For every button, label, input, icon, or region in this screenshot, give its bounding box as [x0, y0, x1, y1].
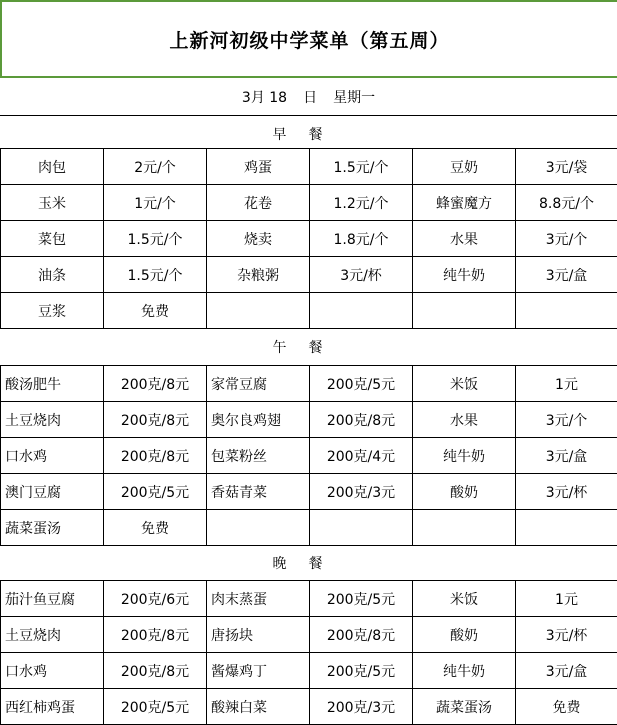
price-cell: 1.8元/个: [310, 221, 413, 257]
dish-name-cell: 包菜粉丝: [207, 438, 310, 474]
table-row: [1, 581, 617, 617]
price-cell: 3元/袋: [516, 149, 617, 185]
price-cell: 8.8元/个: [516, 185, 617, 221]
table-row: [1, 366, 617, 402]
dish-name-cell: 酸奶: [413, 617, 516, 653]
dish-name-cell: 豆奶: [413, 149, 516, 185]
price-cell: 200克/8元: [104, 653, 207, 689]
dish-name-cell: [207, 293, 310, 329]
dish-name-cell: 纯牛奶: [413, 257, 516, 293]
dish-name-cell: 玉米: [1, 185, 104, 221]
price-cell: 3元/杯: [516, 474, 617, 510]
dish-name-cell: 纯牛奶: [413, 438, 516, 474]
dish-name-cell: 水果: [413, 402, 516, 438]
price-cell: 2元/个: [104, 149, 207, 185]
price-cell: 200克/5元: [310, 653, 413, 689]
dish-name-cell: 西红柿鸡蛋: [1, 689, 104, 725]
table-row: [1, 293, 617, 329]
dish-name-cell: 唐扬块: [207, 617, 310, 653]
dish-name-cell: 米饭: [413, 581, 516, 617]
price-cell: 1元: [516, 581, 617, 617]
dish-name-cell: 水果: [413, 221, 516, 257]
dinner-heading: [0, 545, 617, 581]
dish-name-cell: 杂粮粥: [207, 257, 310, 293]
table-row: [1, 653, 617, 689]
dish-name-cell: 肉包: [1, 149, 104, 185]
price-cell: 3元/个: [516, 221, 617, 257]
price-cell: 免费: [104, 510, 207, 546]
price-cell: [310, 293, 413, 329]
price-cell: 3元/盒: [516, 438, 617, 474]
date-day-char: 日: [303, 87, 317, 107]
price-cell: [516, 510, 617, 546]
table-row: [1, 402, 617, 438]
dish-name-cell: [413, 293, 516, 329]
title-box: [0, 0, 617, 78]
dish-name-cell: 豆浆: [1, 293, 104, 329]
dish-name-cell: 菜包: [1, 221, 104, 257]
date-row: [0, 78, 617, 116]
dish-name-cell: 家常豆腐: [207, 366, 310, 402]
table-row: [1, 185, 617, 221]
dish-name-cell: 澳门豆腐: [1, 474, 104, 510]
price-cell: 1.5元/个: [104, 257, 207, 293]
table-row: [1, 510, 617, 546]
page-title: 上新河初级中学菜单（第五周）: [169, 26, 449, 53]
dish-name-cell: 茄汁鱼豆腐: [1, 581, 104, 617]
price-cell: 200克/8元: [310, 617, 413, 653]
price-cell: 1元: [516, 366, 617, 402]
dish-name-cell: 花卷: [207, 185, 310, 221]
lunch-heading-text: 午餐: [273, 337, 345, 357]
dish-name-cell: 口水鸡: [1, 438, 104, 474]
price-cell: 3元/杯: [516, 617, 617, 653]
price-cell: 3元/杯: [310, 257, 413, 293]
lunch-heading: [0, 329, 617, 365]
price-cell: 1.5元/个: [310, 149, 413, 185]
dish-name-cell: 蔬菜蛋汤: [413, 689, 516, 725]
breakfast-table: [0, 148, 617, 329]
dish-name-cell: 奥尔良鸡翅: [207, 402, 310, 438]
price-cell: 免费: [104, 293, 207, 329]
dish-name-cell: 纯牛奶: [413, 653, 516, 689]
table-row: [1, 221, 617, 257]
price-cell: 1元/个: [104, 185, 207, 221]
dish-name-cell: 油条: [1, 257, 104, 293]
dish-name-cell: 口水鸡: [1, 653, 104, 689]
price-cell: 200克/5元: [104, 474, 207, 510]
table-row: [1, 257, 617, 293]
table-row: [1, 617, 617, 653]
table-row: [1, 149, 617, 185]
price-cell: 200克/4元: [310, 438, 413, 474]
price-cell: 200克/5元: [310, 366, 413, 402]
lunch-table: [0, 365, 617, 546]
dish-name-cell: [413, 510, 516, 546]
price-cell: 免费: [516, 689, 617, 725]
dinner-heading-text: 晚餐: [273, 553, 345, 573]
dinner-table: [0, 580, 617, 725]
price-cell: [310, 510, 413, 546]
price-cell: [516, 293, 617, 329]
date-weekday: 星期一: [333, 87, 375, 107]
breakfast-heading: [0, 116, 617, 152]
price-cell: 1.2元/个: [310, 185, 413, 221]
table-row: [1, 474, 617, 510]
dish-name-cell: 酸奶: [413, 474, 516, 510]
price-cell: 200克/5元: [104, 689, 207, 725]
dish-name-cell: 蜂蜜魔方: [413, 185, 516, 221]
price-cell: 200克/8元: [310, 402, 413, 438]
table-row: [1, 438, 617, 474]
price-cell: 1.5元/个: [104, 221, 207, 257]
dish-name-cell: 酸汤肥牛: [1, 366, 104, 402]
dish-name-cell: 蔬菜蛋汤: [1, 510, 104, 546]
price-cell: 3元/盒: [516, 257, 617, 293]
price-cell: 200克/6元: [104, 581, 207, 617]
dish-name-cell: 烧卖: [207, 221, 310, 257]
price-cell: 200克/8元: [104, 438, 207, 474]
price-cell: 200克/3元: [310, 474, 413, 510]
dish-name-cell: 肉末蒸蛋: [207, 581, 310, 617]
price-cell: 200克/8元: [104, 366, 207, 402]
date-month-day: 3月 18: [242, 87, 287, 107]
price-cell: 200克/8元: [104, 402, 207, 438]
dish-name-cell: 土豆烧肉: [1, 402, 104, 438]
price-cell: 3元/个: [516, 402, 617, 438]
dish-name-cell: 酸辣白菜: [207, 689, 310, 725]
dish-name-cell: 香菇青菜: [207, 474, 310, 510]
dish-name-cell: 土豆烧肉: [1, 617, 104, 653]
price-cell: 200克/8元: [104, 617, 207, 653]
price-cell: 3元/盒: [516, 653, 617, 689]
dish-name-cell: 鸡蛋: [207, 149, 310, 185]
price-cell: 200克/5元: [310, 581, 413, 617]
table-row: [1, 689, 617, 725]
breakfast-heading-text: 早餐: [273, 124, 345, 144]
dish-name-cell: [207, 510, 310, 546]
dish-name-cell: 酱爆鸡丁: [207, 653, 310, 689]
dish-name-cell: 米饭: [413, 366, 516, 402]
price-cell: 200克/3元: [310, 689, 413, 725]
